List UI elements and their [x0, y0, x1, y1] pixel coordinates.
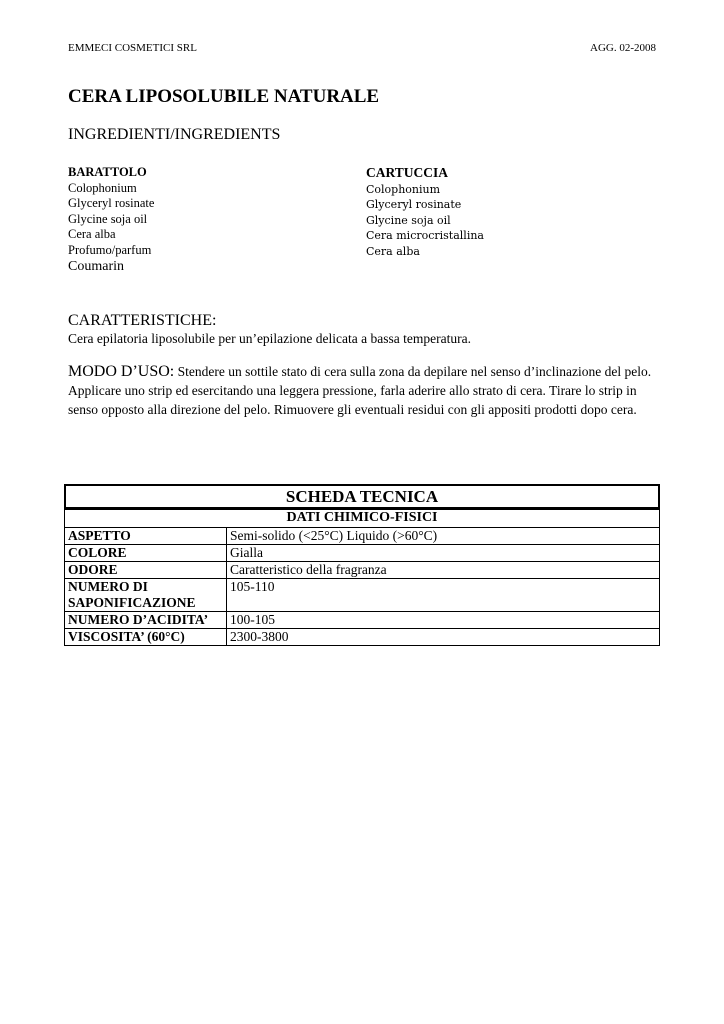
barattolo-heading: BARATTOLO	[68, 165, 147, 179]
row-label: COLORE	[65, 545, 227, 562]
table-row	[65, 528, 660, 545]
table-row	[65, 579, 660, 612]
barattolo-list	[68, 181, 154, 276]
ingredient-item: Cera microcristallina	[366, 229, 484, 242]
ingredient-item: Colophonium	[68, 180, 137, 195]
table-row	[65, 562, 660, 579]
row-value: 2300-3800	[227, 629, 660, 646]
document-title: CERA LIPOSOLUBILE NATURALE	[68, 86, 380, 107]
company-name: EMMECI COSMETICI SRL	[68, 42, 197, 54]
ingredient-item: Glyceryl rosinate	[366, 198, 462, 211]
row-value: Semi-solido (<25°C) Liquido (>60°C)	[227, 528, 660, 545]
caratteristiche-text: Cera epilatoria liposolubile per un’epilazione delicata a bassa temperatura.	[68, 331, 471, 346]
row-value: 105-110	[227, 579, 660, 612]
row-label: NUMERO D’ACIDITA’	[65, 612, 227, 629]
barattolo-column	[68, 165, 154, 275]
ingredient-item: Glycine soja oil	[68, 211, 148, 226]
caratteristiche-label: CARATTERISTICHE:	[68, 312, 217, 329]
row-value: Gialla	[227, 545, 660, 562]
modo-uso-section	[68, 362, 658, 419]
table-row	[65, 545, 660, 562]
dati-heading: DATI CHIMICO-FISICI	[65, 510, 660, 528]
ingredients-heading: INGREDIENTI/INGREDIENTS	[68, 126, 281, 143]
revision-date: AGG. 02-2008	[590, 42, 656, 54]
ingredient-item: Glycine soja oil	[366, 213, 451, 227]
modo-uso-text: Stendere un sottile stato di cera sulla zona da depilare nel senso d’inclinazione del pelo. Applicare uno strip ed esercitando una leggera pressione, farla aderire allo strato di cera. Tirare lo strip in senso opposto alla direzione del pelo. Rimuovere gli eventuali residui con gli appositi prodotti dopo cera.	[68, 364, 652, 417]
scheda-title: SCHEDA TECNICA	[64, 484, 660, 509]
cartuccia-list	[366, 182, 484, 260]
ingredient-item: Colophonium	[366, 182, 441, 196]
row-label: ODORE	[65, 562, 227, 579]
modo-uso-label: MODO D’USO:	[68, 363, 175, 380]
ingredient-item: Profumo/parfum	[68, 242, 152, 257]
tech-table	[64, 509, 660, 646]
caratteristiche-section	[68, 311, 658, 347]
row-value: Caratteristico della fragranza	[227, 562, 660, 579]
table-row	[65, 612, 660, 629]
cartuccia-heading: CARTUCCIA	[366, 165, 449, 180]
row-label: NUMERO DI SAPONIFICAZIONE	[65, 579, 227, 612]
row-label: ASPETTO	[65, 528, 227, 545]
ingredient-item: Cera alba	[366, 244, 420, 258]
ingredient-item: Coumarin	[68, 259, 124, 274]
row-value: 100-105	[227, 612, 660, 629]
ingredient-item: Cera alba	[68, 227, 116, 241]
scheda-tecnica	[64, 484, 660, 646]
row-label: VISCOSITA’ (60°C)	[65, 629, 227, 646]
table-row	[65, 629, 660, 646]
ingredient-item: Glyceryl rosinate	[68, 196, 155, 210]
cartuccia-column	[366, 165, 484, 259]
